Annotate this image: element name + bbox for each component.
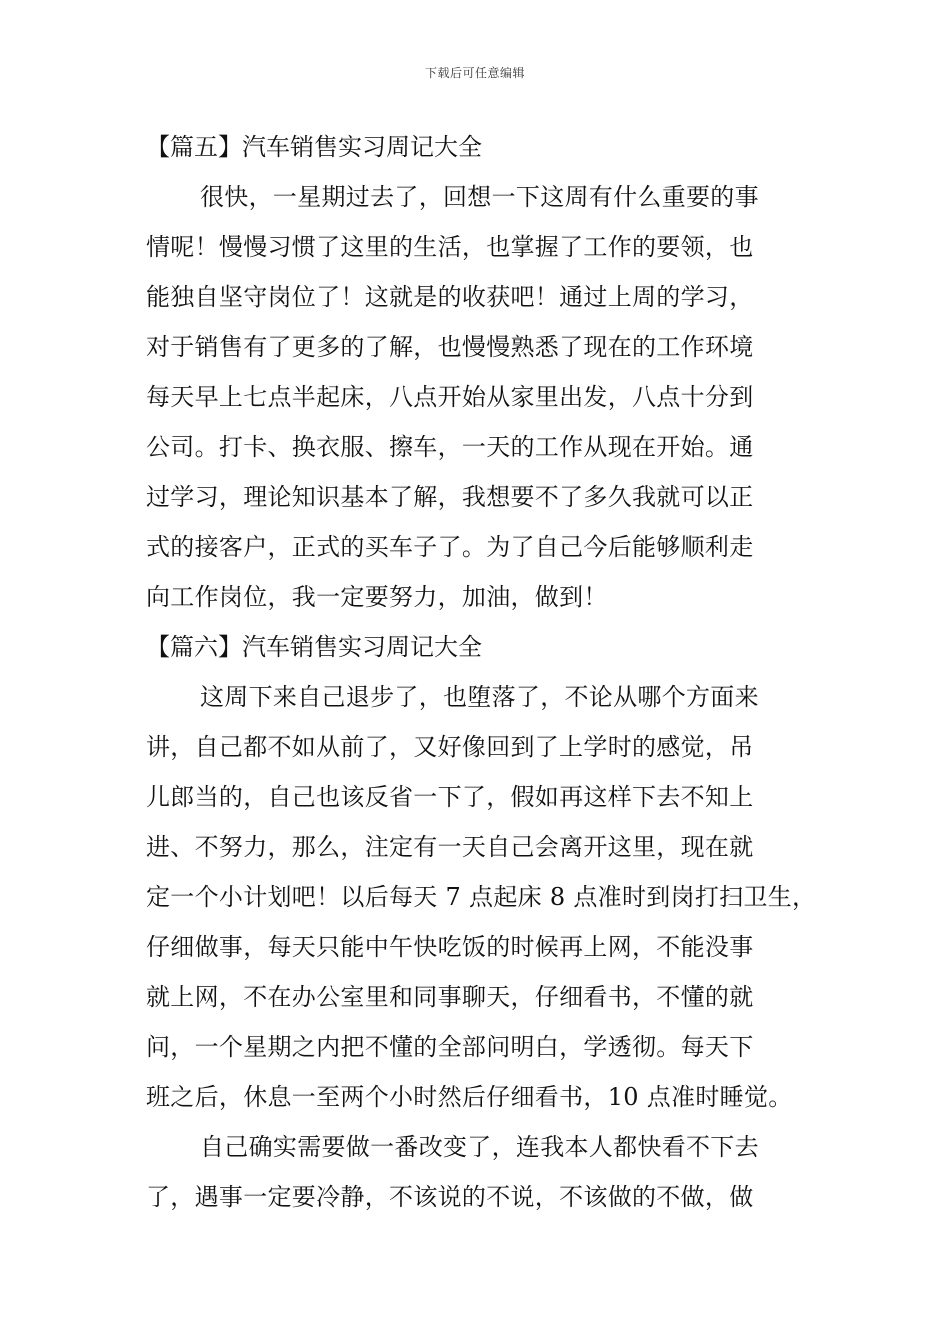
paragraph-line: 进、不努力，那么，注定有一天自己会离开这里，现在就 [146, 833, 754, 861]
paragraph-line: 定一个小计划吧！以后每天 7 点起床 8 点准时到岗打扫卫生， [146, 883, 817, 911]
paragraph-line: 班之后，休息一至两个小时然后仔细看书，10 点准时睡觉。 [146, 1083, 793, 1111]
paragraph-line: 很快，一星期过去了，回想一下这周有什么重要的事 [200, 183, 759, 211]
paragraph-line: 式的接客户，正式的买车子了。为了自己今后能够顺利走 [146, 533, 754, 561]
paragraph-line: 仔细做事，每天只能中午快吃饭的时候再上网，不能没事 [146, 933, 754, 961]
paragraph-line: 过学习，理论知识基本了解，我想要不了多久我就可以正 [146, 483, 754, 511]
paragraph-line: 公司。打卡、换衣服、擦车，一天的工作从现在开始。通 [146, 433, 754, 461]
paragraph [146, 1122, 822, 1222]
paragraph-line: 情呢！慢慢习惯了这里的生活，也掌握了工作的要领，也 [146, 233, 754, 261]
paragraph-line: 这周下来自己退步了，也堕落了，不论从哪个方面来 [200, 683, 759, 711]
paragraph-line: 就上网，不在办公室里和同事聊天，仔细看书，不懂的就 [146, 983, 754, 1011]
paragraph-line: 儿郎当的，自己也该反省一下了，假如再这样下去不知上 [146, 783, 754, 811]
paragraph-line: 问，一个星期之内把不懂的全部问明白，学透彻。每天下 [146, 1033, 754, 1061]
paragraph [146, 672, 822, 1122]
paragraph-line: 向工作岗位，我一定要努力，加油，做到！ [146, 583, 608, 611]
document-body [146, 122, 822, 1222]
section-heading-5: 【篇五】汽车销售实习周记大全 [146, 133, 482, 161]
paragraph [146, 172, 822, 622]
paragraph-line: 能独自坚守岗位了！这就是的收获吧！通过上周的学习， [146, 283, 754, 311]
paragraph-line: 每天早上七点半起床，八点开始从家里出发，八点十分到 [146, 383, 754, 411]
paragraph-line: 自己确实需要做一番改变了，连我本人都快看不下去 [200, 1133, 759, 1161]
paragraph-line: 对于销售有了更多的了解，也慢慢熟悉了现在的工作环境 [146, 333, 754, 361]
section-heading-6: 【篇六】汽车销售实习周记大全 [146, 633, 482, 661]
paragraph-line: 了，遇事一定要冷静，不该说的不说，不该做的不做，做 [146, 1183, 754, 1211]
paragraph-line: 讲，自己都不如从前了，又好像回到了上学时的感觉，吊 [146, 733, 754, 761]
header-note: 下载后可任意编辑 [424, 66, 525, 80]
